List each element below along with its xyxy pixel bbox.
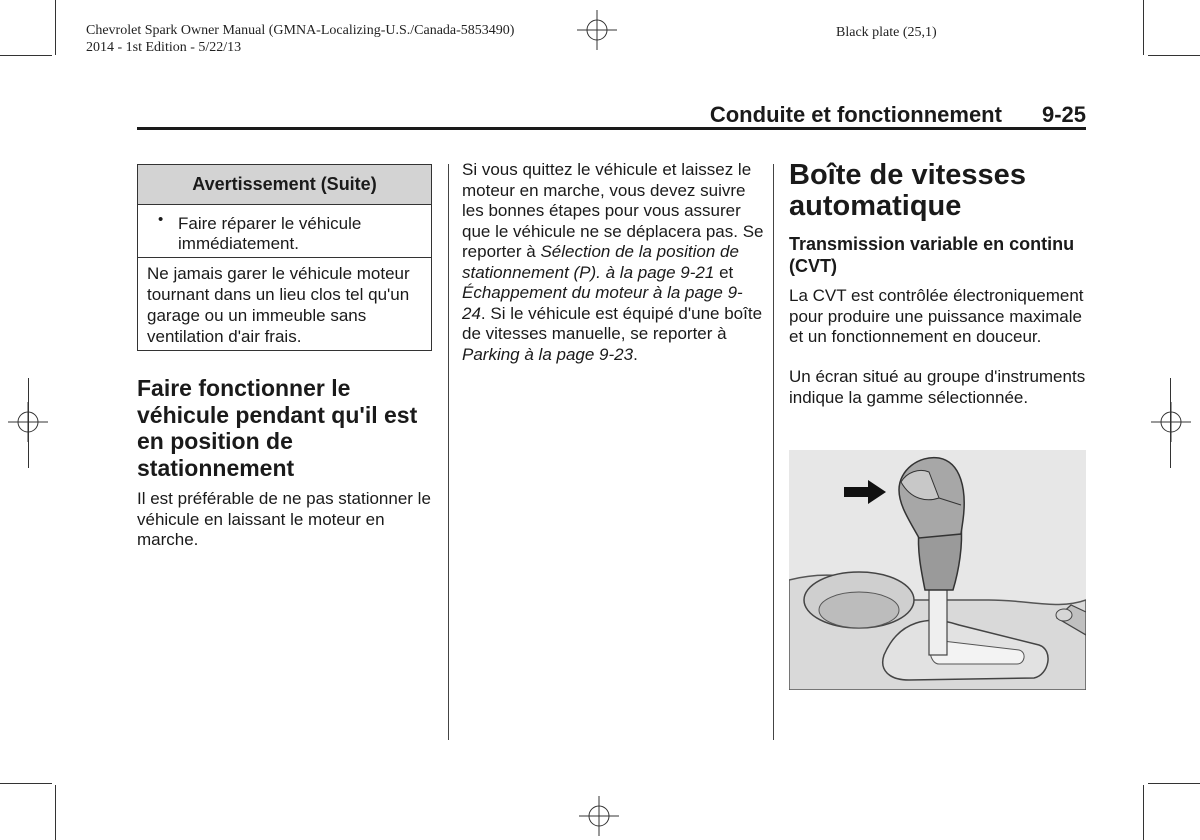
crop-mark-tr-v [1143, 0, 1144, 55]
cvt-paragraph-1: La CVT est contrôlée électroniquement pour produire une puissance maximale et un fonctionnement en douceur. [789, 286, 1084, 346]
warning-bullet-text: Faire réparer le véhicule immédiatement. [178, 214, 362, 253]
crop-mark-br-v [1143, 785, 1144, 840]
bullet-icon: • [158, 211, 164, 228]
column2-intro: Si vous quittez le véhicule et laissez le moteur en marche, vous devez suivre les bonnes étapes pour vous assurer que le véhicule ne se déplacera pas. Se reporter à [462, 160, 764, 261]
registration-mark-top-icon [577, 10, 617, 50]
registration-mark-bottom-icon [579, 796, 619, 836]
running-head-section: Conduite et fonctionnement [709, 102, 1002, 127]
arrow-right-icon [844, 480, 886, 504]
page-number: 9-25 [1041, 102, 1086, 127]
crop-mark-bl-v [55, 785, 56, 840]
column-divider-2 [773, 164, 774, 740]
registration-mark-right-icon [1151, 402, 1191, 442]
warning-paragraph: Ne jamais garer le véhicule moteur tournant dans un lieu clos tel qu'un garage ou un immeuble sans ventilation d'air frais. [147, 264, 410, 346]
column2-end: . [633, 344, 638, 364]
subheading-cvt: Transmission variable en continu (CVT) [789, 234, 1075, 276]
print-meta-line2: 2014 - 1st Edition - 5/22/13 [86, 40, 242, 55]
gear-shifter-illustration [789, 450, 1086, 690]
xref-engine-exhaust[interactable]: Échappement du moteur à la page 9-24 [462, 283, 743, 323]
header-rule [137, 127, 1086, 130]
xref-parking[interactable]: Parking à la page 9-23 [462, 344, 634, 364]
crop-mark-bl-h [0, 783, 52, 784]
print-meta-line1: Chevrolet Spark Owner Manual (GMNA-Localizing-U.S./Canada-5853490) [86, 23, 515, 38]
crop-mark-tl-v [55, 0, 56, 55]
print-meta-plate: Black plate (25,1) [836, 25, 937, 40]
column2-text [462, 160, 764, 365]
section-heading-parking: Faire fonctionner le véhicule pendant qu'il est en position de stationnement [137, 375, 418, 481]
warning-box [137, 164, 432, 351]
xref-park-position[interactable]: Sélection de la position de stationnement (P). à la page 9-21 [462, 242, 739, 282]
registration-mark-left-icon [8, 402, 48, 442]
warning-separator [138, 257, 431, 258]
parking-body-text: Il est préférable de ne pas stationner le véhicule en laissant le moteur en marche. [137, 489, 431, 549]
crop-mark-tr-h [1148, 55, 1200, 56]
warning-title: Avertissement (Suite) [138, 165, 431, 205]
crop-mark-tl-h [0, 55, 52, 56]
column2-manual-note: . Si le véhicule est équipé d'une boîte de vitesses manuelle, se reporter à [462, 303, 763, 343]
crop-mark-br-h [1148, 783, 1200, 784]
column2-and: et [719, 262, 734, 282]
column-divider-1 [448, 164, 449, 740]
section-heading-automatic-transmission: Boîte de vitesses automatique [789, 159, 1026, 222]
warning-bullet [158, 211, 420, 254]
cvt-paragraph-2: Un écran situé au groupe d'instruments indique la gamme sélectionnée. [789, 367, 1086, 407]
running-head [710, 102, 1086, 128]
